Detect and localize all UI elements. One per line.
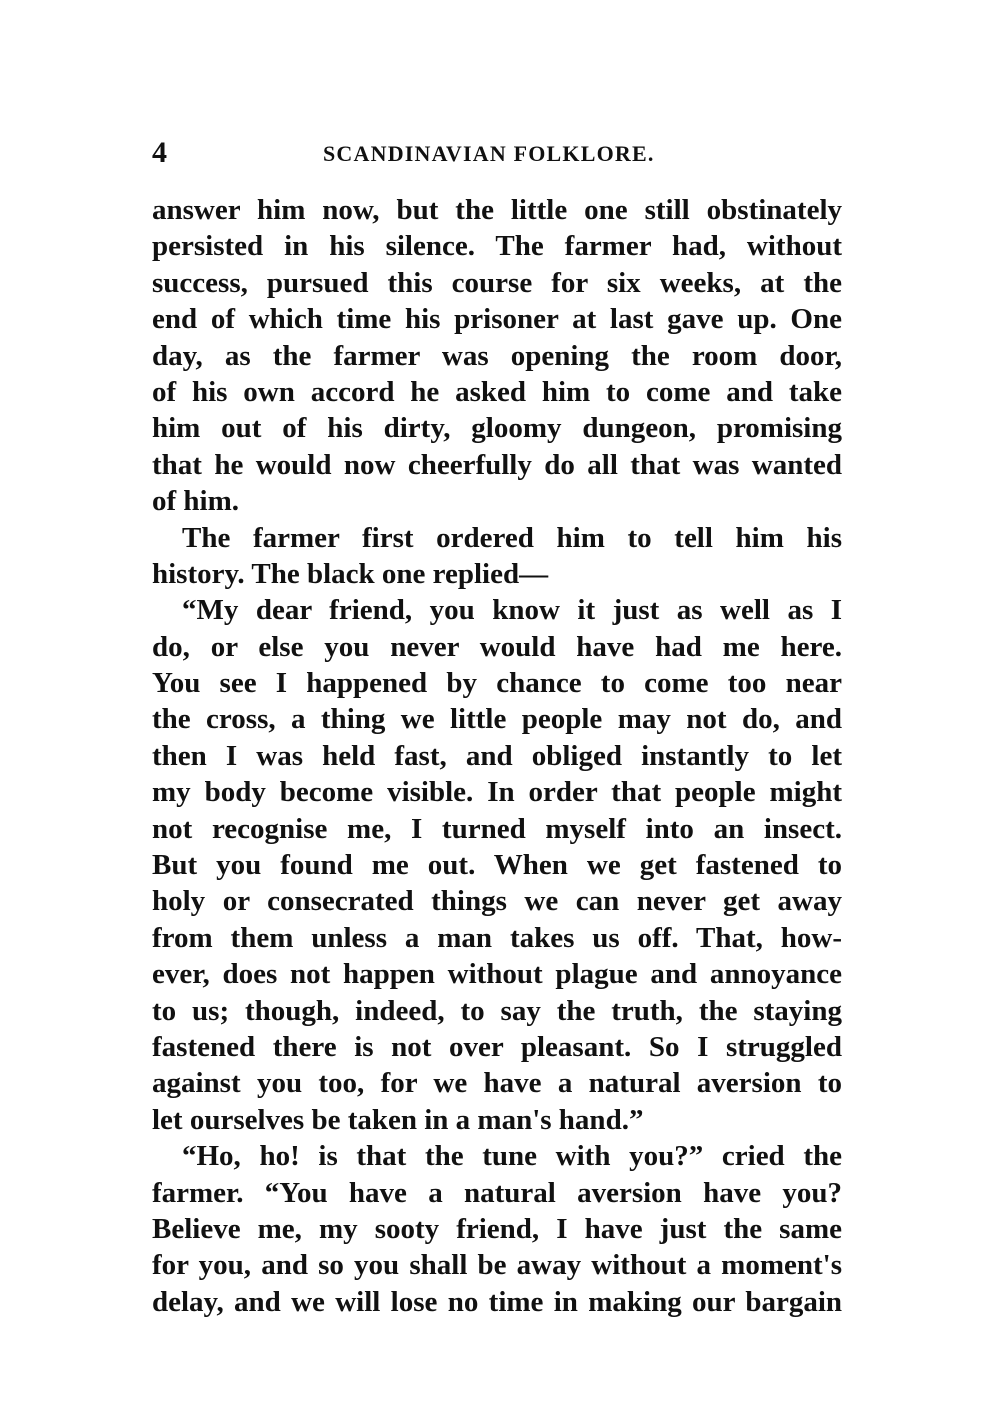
paragraph-start-line: The farmer first ordered him to tell him his	[182, 521, 842, 554]
text-line: let ourselves be taken in a man's hand.”	[152, 1103, 644, 1136]
text-line: history. The black one replied—	[152, 557, 549, 590]
text-line: him out of his dirty, gloomy dungeon, promising	[152, 412, 842, 445]
text-line: holy or consecrated things we can never get away	[152, 885, 842, 918]
paragraph-start-line: “Ho, ho! is that the tune with you?” cried the	[182, 1140, 842, 1173]
text-line: farmer. “You have a natural aversion have you?	[152, 1176, 842, 1209]
text-line: fastened there is not over pleasant. So I struggled	[152, 1030, 842, 1063]
text-line: against you too, for we have a natural aversion to	[152, 1067, 842, 1100]
text-line: then I was held fast, and obliged instantly to let	[152, 739, 842, 772]
body-text	[152, 192, 842, 1320]
text-line: that he would now cheerfully do all that was wanted	[152, 448, 842, 481]
paragraph-start-line: “My dear friend, you know it just as well as I	[182, 594, 842, 627]
text-line: of him.	[152, 485, 239, 518]
text-line: do, or else you never would have had me here.	[152, 630, 842, 663]
text-line: ever, does not happen without plague and annoyance	[152, 958, 842, 991]
page-header	[152, 136, 842, 170]
text-line: my body become visible. In order that people might	[152, 776, 842, 809]
text-line: to us; though, indeed, to say the truth, the staying	[152, 994, 842, 1027]
text-line: day, as the farmer was opening the room door,	[152, 339, 842, 372]
text-line: from them unless a man takes us off. That, how-	[152, 921, 842, 954]
text-line: of his own accord he asked him to come and take	[152, 375, 842, 408]
text-line: answer him now, but the little one still obstinately	[152, 194, 842, 226]
text-line: Believe me, my sooty friend, I have just the same	[152, 1212, 842, 1245]
text-line: success, pursued this course for six weeks, at the	[152, 266, 842, 299]
text-line: not recognise me, I turned myself into an insect.	[152, 812, 842, 845]
text-line: But you found me out. When we get fastened to	[152, 849, 842, 882]
text-line: end of which time his prisoner at last gave up. One	[152, 303, 842, 336]
text-line: persisted in his silence. The farmer had, without	[152, 230, 842, 263]
text-line: You see I happened by chance to come too near	[152, 667, 842, 700]
text-line: for you, and so you shall be away without a moment's	[152, 1249, 842, 1282]
text-line: the cross, a thing we little people may not do, and	[152, 703, 842, 736]
page-number: 4	[152, 136, 167, 169]
text-line: delay, and we will lose no time in making our bargain	[152, 1285, 842, 1318]
running-title: SCANDINAVIAN FOLKLORE.	[323, 141, 655, 166]
